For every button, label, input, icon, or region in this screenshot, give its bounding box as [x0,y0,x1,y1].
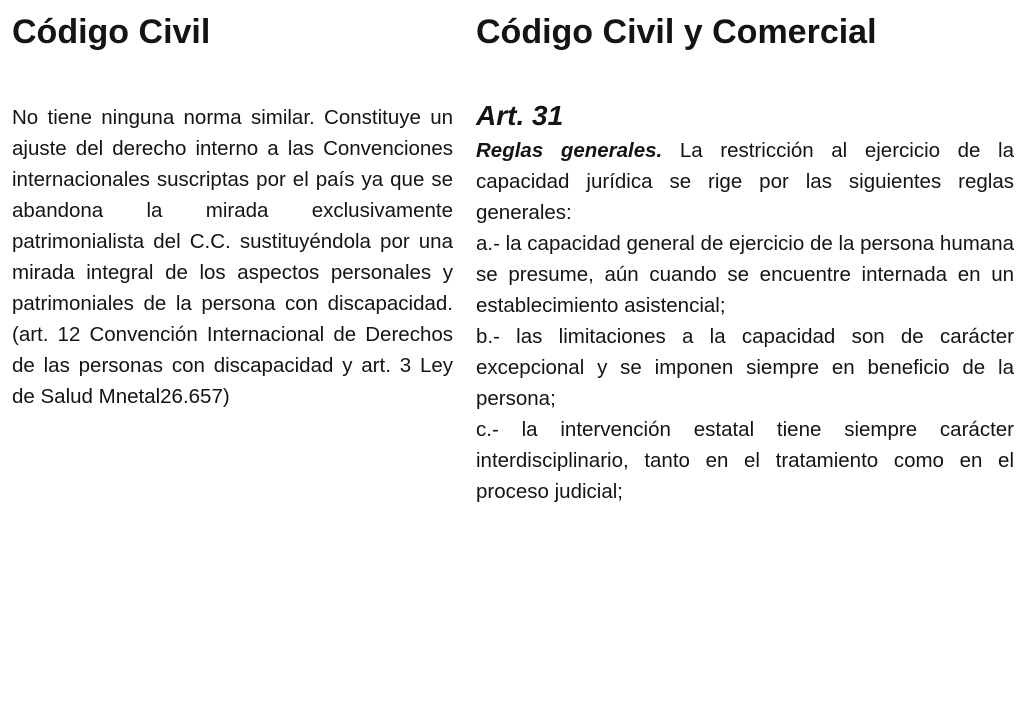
intro-paragraph [476,135,1014,228]
article-body [476,135,1014,507]
left-heading: Código Civil [12,13,211,51]
item-a: a.- la capacidad general de ejercicio de la persona humana se presume, aún cuando se encuentre internada en un establecimiento asistencial; [476,232,1014,317]
item-c: c.- la intervención estatal tiene siempre carácter interdisciplinario, tanto en el tratamiento como en el proceso judicial; [476,418,1014,503]
article-title: Art. 31 [476,100,564,131]
intro-lead: Reglas generales. [476,139,663,162]
right-column [476,0,1014,507]
left-column [12,0,453,412]
right-heading: Código Civil y Comercial [476,13,877,51]
item-b: b.- las limitaciones a la capacidad son de carácter excepcional y se imponen siempre en beneficio de la persona; [476,325,1014,410]
intro-text: La restricción al ejercicio de la capacidad jurídica se rige por las siguientes reglas generales: [476,139,1014,224]
left-body-text: No tiene ninguna norma similar. Constituye un ajuste del derecho interno a las Convenciones internacionales suscriptas por el país ya que se abandona la mirada exclusivamente patrimonialista del C.C. sustituyéndola por una mirada integral de los aspectos personales y patrimoniales de la persona con discapacidad.(art. 12 Convención Internacional de Derechos de las personas con discapacidad y art. 3 Ley de Salud Mnetal26.657) [12,106,453,408]
